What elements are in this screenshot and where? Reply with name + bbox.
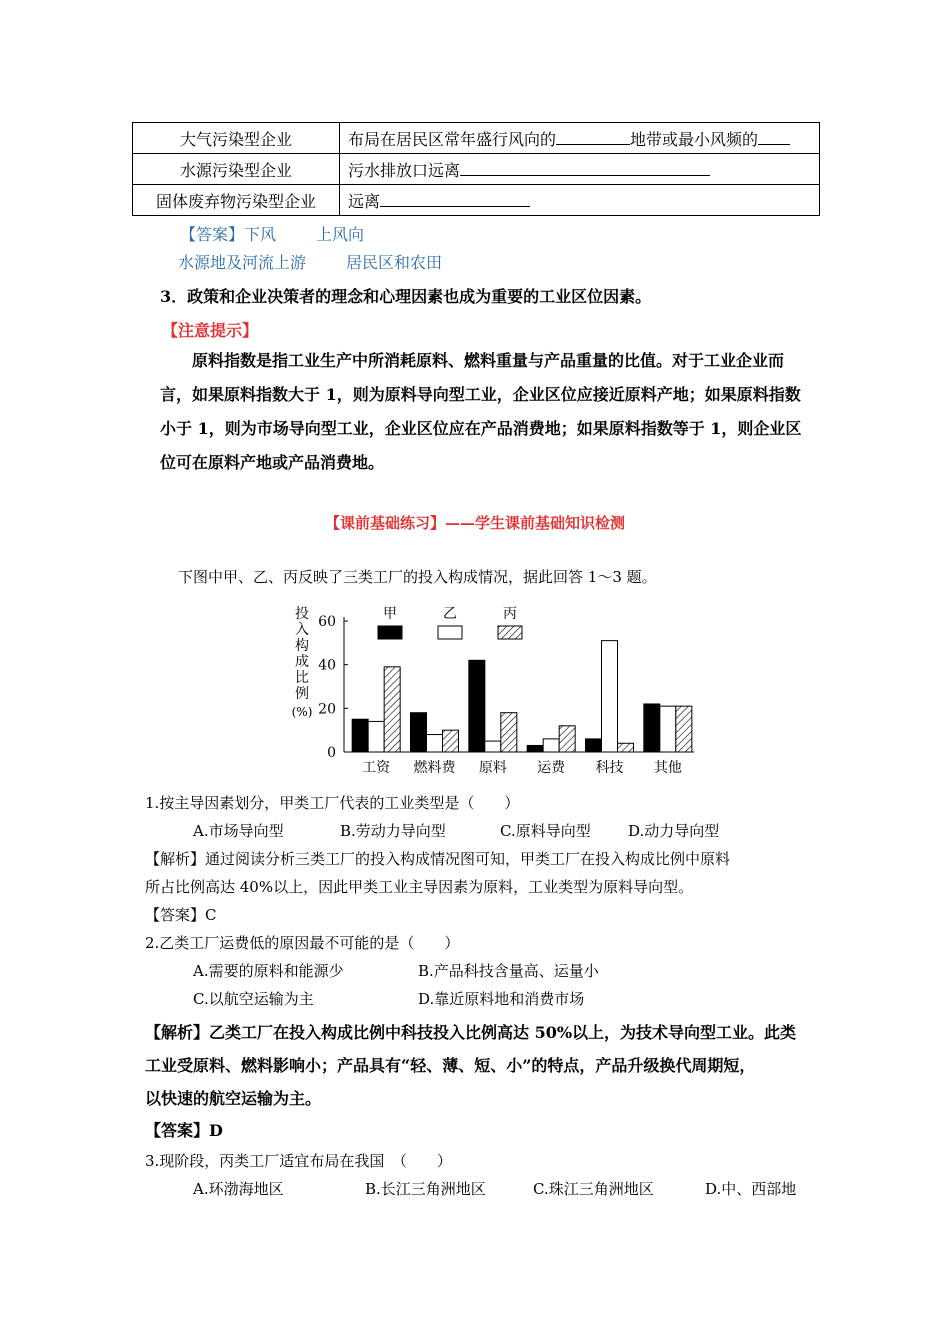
bar-丙-原料: [501, 713, 517, 752]
notice-line: 言，如果原料指数大于 1，则为原料导向型工业，企业区位应接近原料产地；如果原料指数: [160, 385, 801, 404]
legend-swatch: [438, 626, 462, 639]
notice-paragraph: [160, 344, 825, 480]
cell-text: 远离: [348, 191, 381, 211]
bar-丙-其他: [676, 706, 692, 752]
table-cell: [340, 123, 820, 154]
q1-analysis: 所占比例高达 40%以上，因此甲类工业主导因素为原料，工业类型为原料导向型。: [145, 878, 694, 896]
q2-option-c: C.以航空运输为主: [193, 990, 314, 1008]
y-axis-label-char: 成: [295, 654, 309, 670]
answer-line-2: [178, 250, 482, 273]
x-tick-label: 科技: [595, 760, 624, 776]
y-axis-label-char: 入: [295, 622, 309, 638]
bar-甲-其他: [644, 704, 660, 752]
bar-乙-工资: [368, 721, 384, 752]
q3-option-b: B.长江三角洲地区: [365, 1180, 486, 1198]
table-row: [133, 185, 820, 216]
q1-option-c: C.原料导向型: [500, 822, 591, 840]
notice-line: 位可在原料产地或产品消费地。: [160, 453, 385, 472]
intro-text: 下图中甲、乙、丙反映了三类工厂的投入构成情况，据此回答 1～3 题。: [178, 568, 657, 586]
bar-甲-工资: [352, 719, 368, 752]
chart-bars: [352, 641, 692, 776]
q2-analysis: 工业受原料、燃料影响小；产品具有“轻、薄、短、小”的特点，产品升级换代周期短，: [145, 1056, 756, 1075]
table-cell: 固体废弃物污染型企业: [133, 185, 340, 216]
legend-label: 甲: [383, 606, 397, 622]
q3-option-c: C.珠江三角洲地区: [533, 1180, 654, 1198]
table-cell: [340, 154, 820, 185]
bar-乙-其他: [660, 706, 676, 752]
q2-option-b: B.产品科技含量高、运量小: [418, 962, 599, 980]
bar-乙-科技: [602, 641, 618, 752]
bar-丙-工资: [384, 667, 400, 752]
table-row: [133, 123, 820, 154]
table-cell: [340, 185, 820, 216]
y-axis-label-char: 构: [295, 638, 309, 654]
y-axis-label-char: 例: [295, 686, 309, 702]
y-axis-label-char: 比: [295, 670, 309, 686]
q1-answer: 【答案】C: [145, 906, 217, 924]
answer-text: 居民区和农田: [346, 253, 443, 272]
cell-text: 污水排放口远离: [348, 160, 461, 180]
blank-line: [460, 159, 710, 176]
q1-analysis: 【解析】通过阅读分析三类工厂的投入构成情况图可知，甲类工厂在投入构成比例中原料: [145, 850, 731, 868]
blank-line: [758, 128, 790, 145]
legend-label: 乙: [443, 606, 457, 622]
answer-text: 上风向: [316, 225, 365, 244]
answer-text: 【答案】下风: [180, 225, 277, 244]
section-title: 【课前基础练习】——学生课前基础知识检测: [324, 514, 625, 532]
y-axis-label: [292, 605, 313, 719]
bar-乙-燃料费: [427, 735, 443, 752]
q2-option-a: A.需要的原料和能源少: [193, 962, 344, 980]
y-tick-label: 20: [318, 701, 336, 718]
q3-stem: 3.现阶段，丙类工厂适宜布局在我国 （ ）: [145, 1152, 452, 1170]
x-tick-label: 其他: [653, 760, 682, 776]
q3-option-d: D.中、西部地: [705, 1180, 797, 1198]
bar-丙-燃料费: [443, 730, 459, 752]
x-tick-label: 运费: [537, 760, 566, 776]
q1-option-d: D.动力导向型: [628, 822, 720, 840]
answer-text: 水源地及河流上游: [178, 253, 307, 272]
pollution-table: [132, 122, 820, 216]
q1-option-b: B.劳动力导向型: [340, 822, 446, 840]
q2-analysis: 以快速的航空运输为主。: [145, 1089, 322, 1108]
x-tick-label: 工资: [362, 760, 391, 776]
q3-option-a: A.环渤海地区: [193, 1180, 284, 1198]
notice-line: 小于 1，则为市场导向型工业，企业区位应在产品消费地；如果原料指数等于 1，则企业区: [160, 419, 802, 438]
chart-legend: [378, 606, 522, 639]
legend-swatch: [498, 626, 522, 639]
bar-甲-原料: [469, 660, 485, 752]
notice-title: 【注意提示】: [162, 321, 259, 340]
bar-甲-科技: [586, 739, 602, 752]
table-cell: 大气污染型企业: [133, 123, 340, 154]
bar-乙-原料: [485, 741, 501, 752]
q2-answer: 【答案】D: [145, 1121, 223, 1140]
q2-analysis: 【解析】乙类工厂在投入构成比例中科技投入比例高达 50%以上，为技术导向型工业。此类: [145, 1023, 797, 1042]
q2-stem: 2.乙类工厂运费低的原因最不可能的是（ ）: [145, 934, 460, 952]
bar-chart: [280, 598, 700, 783]
blank-line: [380, 190, 530, 207]
cell-text: 地带或最小风频的: [630, 129, 759, 149]
y-axis-label-char: 投: [295, 606, 309, 622]
table-cell: 水源污染型企业: [133, 154, 340, 185]
cell-text: 布局在居民区常年盛行风向的: [348, 129, 557, 149]
q1-option-a: A.市场导向型: [193, 822, 284, 840]
y-tick-label: 60: [318, 614, 336, 630]
x-tick-label: 燃料费: [413, 760, 456, 776]
bar-甲-运费: [527, 745, 543, 752]
notice-line: 原料指数是指工业生产中所消耗原料、燃料重量与产品重量的比值。对于工业企业而: [192, 351, 785, 370]
y-tick-label: 40: [318, 657, 336, 674]
y-tick-label: 0: [327, 745, 336, 761]
x-tick-label: 原料: [478, 760, 507, 776]
table-row: [133, 154, 820, 185]
bar-丙-科技: [618, 743, 634, 752]
bar-乙-运费: [543, 739, 559, 752]
q1-stem: 1.按主导因素划分，甲类工厂代表的工业类型是（ ）: [145, 794, 520, 812]
legend-swatch: [378, 626, 402, 639]
point-3: 3．政策和企业决策者的理念和心理因素也成为重要的工业区位因素。: [160, 287, 652, 306]
answer-line-1: [180, 222, 404, 245]
blank-line: [556, 128, 630, 145]
y-axis-label-unit: (%): [291, 705, 313, 719]
legend-label: 丙: [503, 606, 517, 622]
bar-丙-运费: [559, 726, 575, 752]
bar-甲-燃料费: [411, 713, 427, 752]
q2-option-d: D.靠近原料地和消费市场: [418, 990, 585, 1008]
